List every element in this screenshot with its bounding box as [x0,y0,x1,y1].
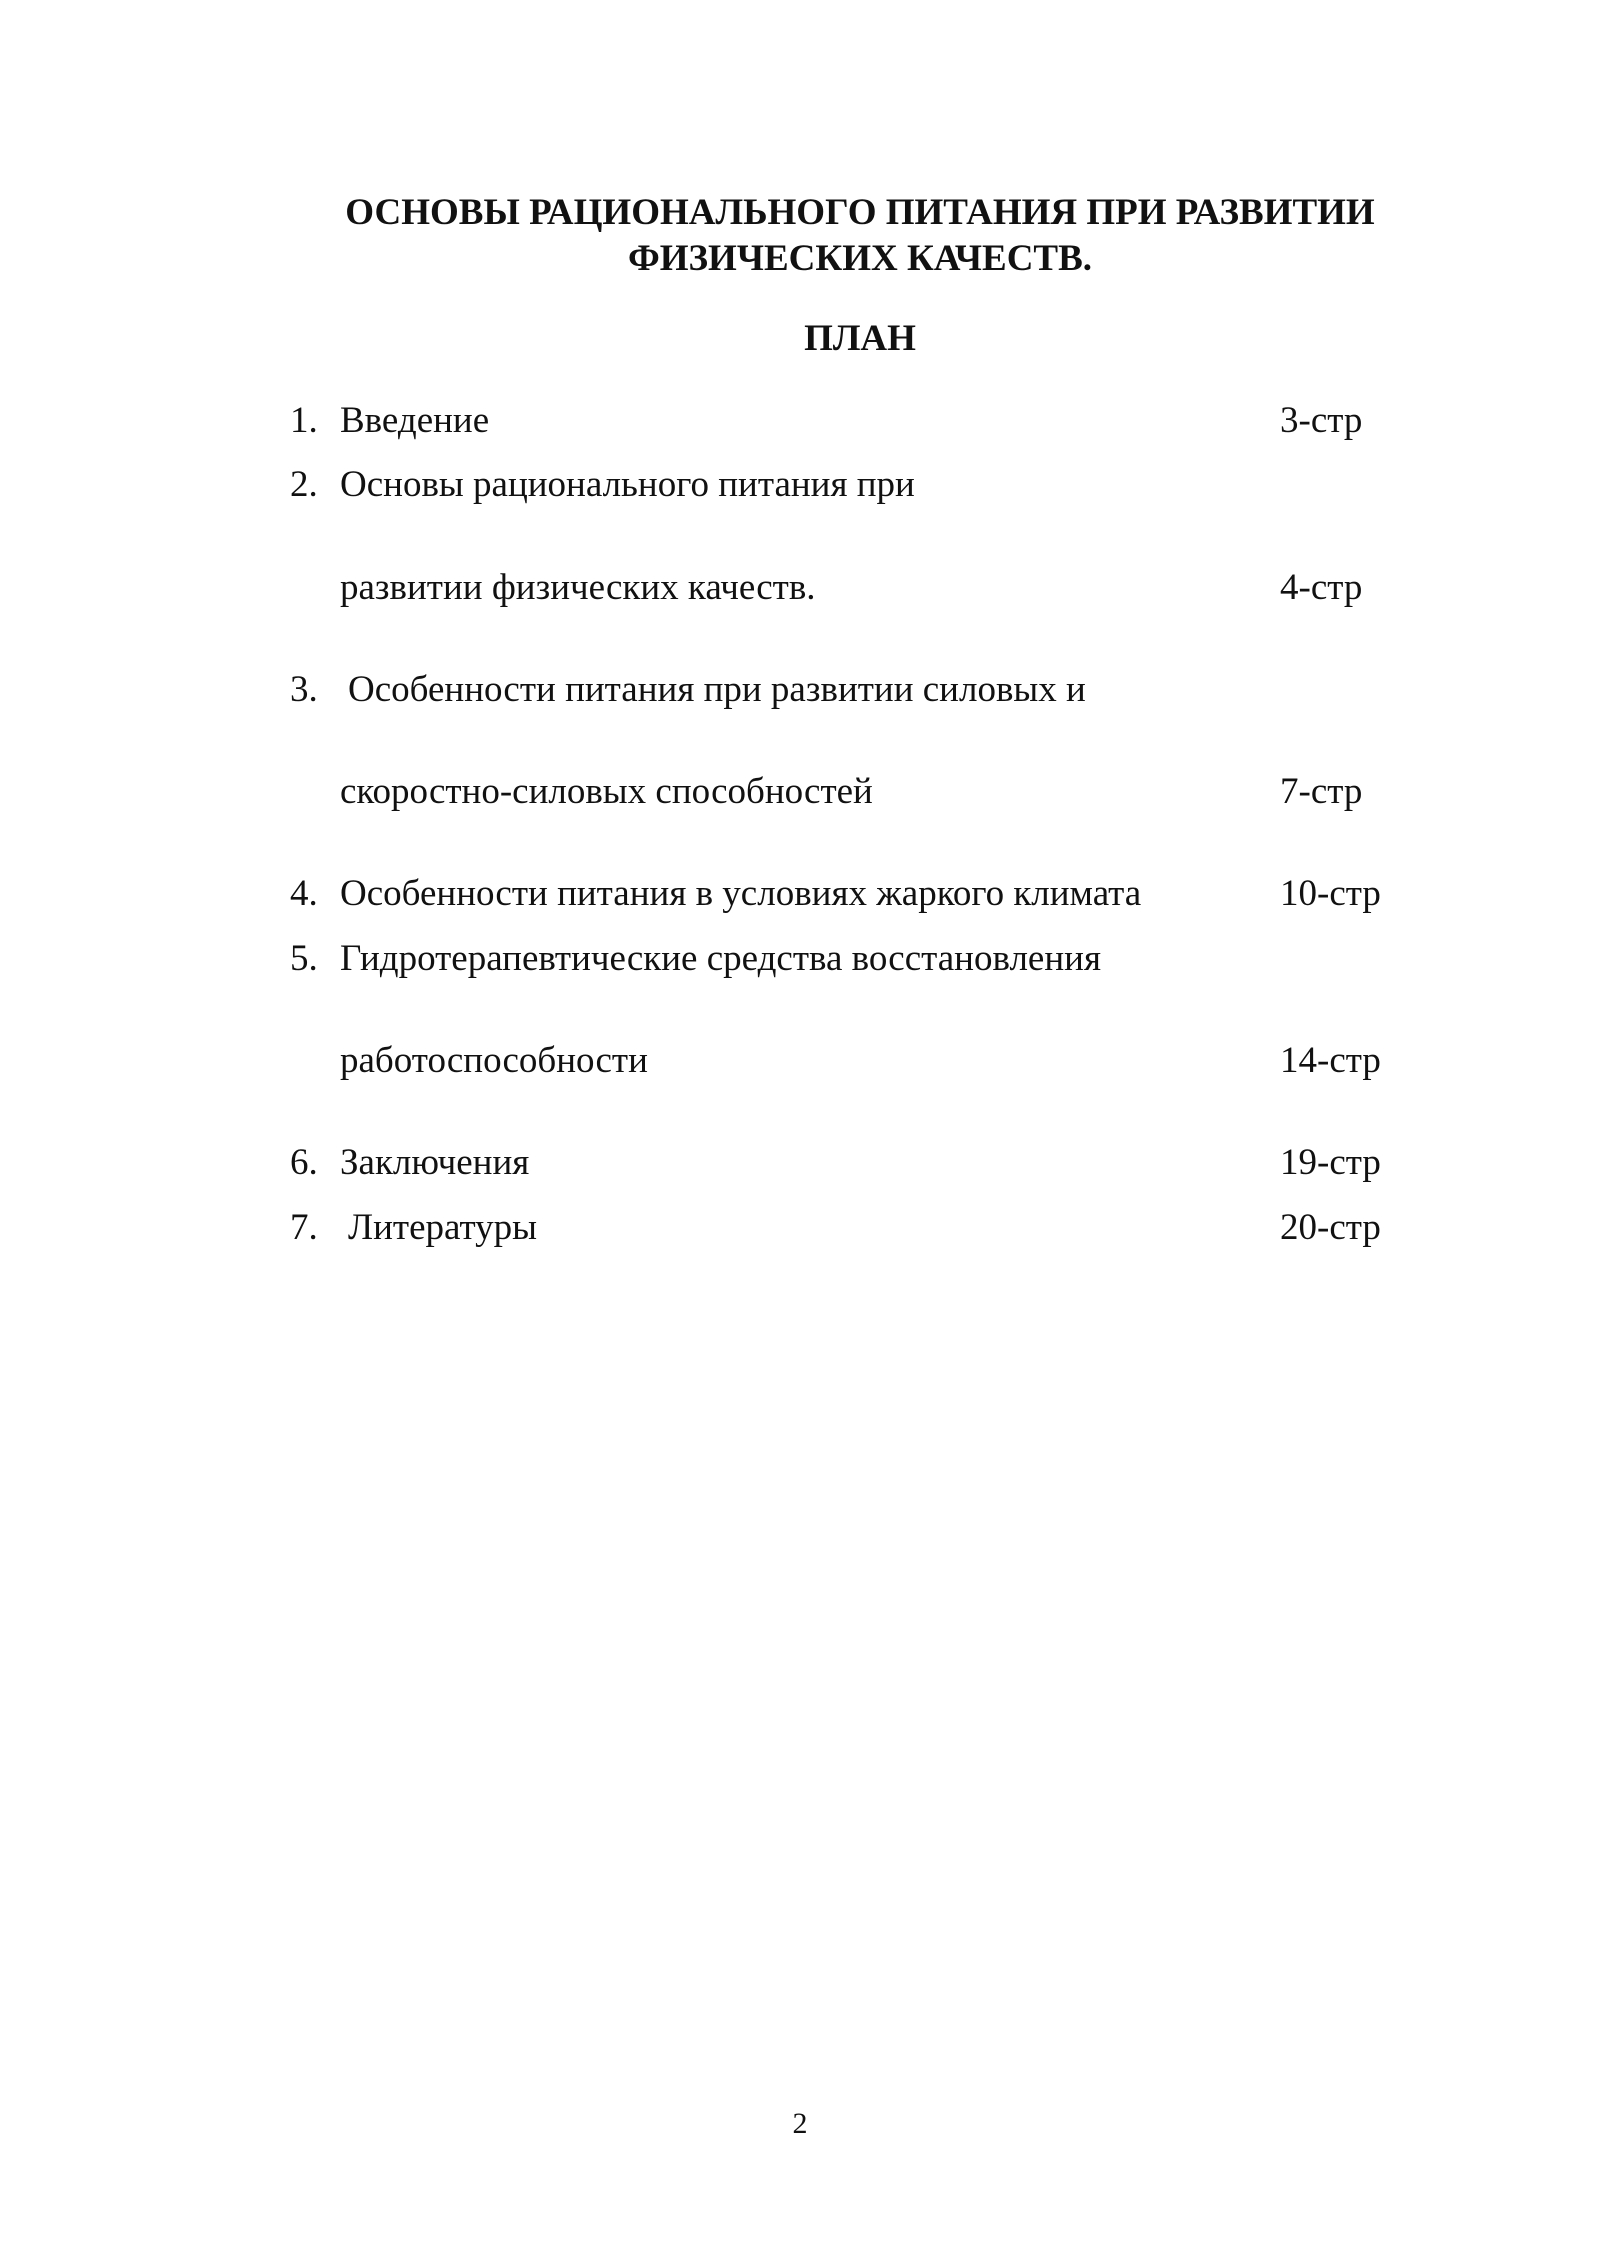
toc-item-text: Основы рационального питания при [340,464,915,505]
plan-heading: ПЛАН [804,318,916,359]
toc-item-page: 14-стр [1280,1040,1381,1081]
toc-item-page: 10-стр [1280,873,1381,914]
toc-item-1 [0,398,1600,444]
toc-item-6 [0,1140,1600,1186]
toc-item-text: Заключения [340,1142,530,1183]
toc-item-text: скоростно-силовых способностей [340,771,873,812]
toc-item-number: 2. [290,464,318,505]
toc-item-text: Гидротерапевтические средства восстановления [340,938,1101,979]
toc-item-7 [0,1205,1600,1251]
toc-item-text: Особенности питания при развитии силовых и [348,669,1086,710]
toc-item-number: 7. [290,1207,318,1248]
toc-item-number: 3. [290,669,318,710]
toc-item-page: 3-стр [1280,400,1363,441]
toc-item-text: Литературы [348,1207,537,1248]
toc-item-number: 6. [290,1142,318,1183]
page-number: 2 [792,2107,808,2140]
toc-item-5-continuation [0,1038,1600,1084]
toc-item-2-continuation [0,565,1600,611]
toc-item-text: развитии физических качеств. [340,567,816,608]
document-title-line-2: ФИЗИЧЕСКИХ КАЧЕСТВ. [627,238,1093,279]
toc-item-number: 4. [290,873,318,914]
document-title-line-1: ОСНОВЫ РАЦИОНАЛЬНОГО ПИТАНИЯ ПРИ РАЗВИТИИ [345,192,1375,233]
toc-item-3-continuation [0,769,1600,815]
toc-item-3 [0,667,1600,713]
toc-item-number: 1. [290,400,318,441]
toc-item-page: 7-стр [1280,771,1363,812]
toc-item-text: Введение [340,400,490,441]
toc-item-5 [0,936,1600,982]
toc-item-page: 20-стр [1280,1207,1381,1248]
toc-item-page: 4-стр [1280,567,1363,608]
toc-item-2 [0,462,1600,508]
toc-item-page: 19-стр [1280,1142,1381,1183]
toc-item-text: Особенности питания в условиях жаркого климата [340,873,1142,914]
toc-item-4 [0,871,1600,917]
toc-item-number: 5. [290,938,318,979]
toc-item-text: работоспособности [340,1040,648,1081]
